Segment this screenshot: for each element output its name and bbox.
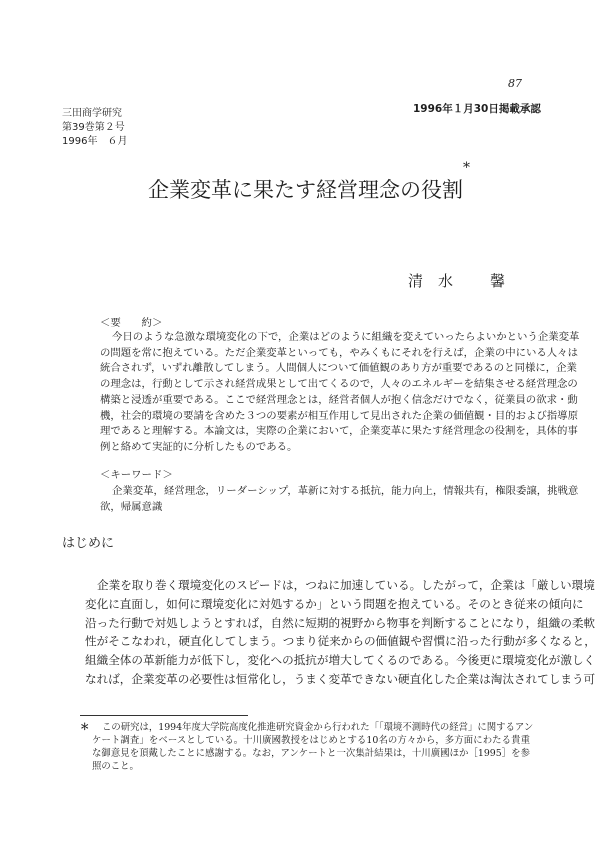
abstract-heading: ＜要 約＞ <box>100 317 163 329</box>
body-line: 企業を取り巻く環境変化のスピードは，つねに加速している。したがって，企業は「厳しい環境 <box>97 578 595 592</box>
journal-name: 三田商学研究 <box>62 108 122 119</box>
page-number: 87 <box>508 77 522 90</box>
footnote-line: ケート調査」をベースとしている。十川廣國教授をはじめとする10名の方々から，多方面にわたる貴重 <box>92 735 530 746</box>
abstract-line: 機，社会的環境の要請を含めた３つの要素が相互作用して見出された企業の価値観・目的および指導原 <box>100 410 578 422</box>
keywords-line: 欲，帰属意識 <box>100 501 163 513</box>
keywords-line: 企業変革，経営理念，リーダーシップ，革新に対する抵抗，能力向上，情報共有，権限委譲，挑戦意 <box>112 485 579 497</box>
body-line: 変化に直面し，如何に環境変化に対処するか」という問題を抱えている。そのとき従来の傾向に <box>85 597 584 611</box>
section-heading: はじめに <box>62 536 115 551</box>
footnote-rule <box>80 715 248 716</box>
abstract-line: 今日のような急激な環境変化の下で，企業はどのように組織を変えていったらよいかという企業変革 <box>112 331 580 343</box>
title-text: 企業変革に果たす経営理念の役割 <box>148 178 463 202</box>
body-line: 沿った行動で対処しようとすれば，自然に短期的視野から物事を判断することになり，組織の柔軟 <box>85 616 596 630</box>
body-line: 性がそこなわれ，硬直化してしまう。つまり従来からの価値観や習慣に沿った行動が多くなると， <box>85 634 596 648</box>
page-title <box>148 160 470 204</box>
footnote-line: この研究は，1994年度大学院高度化推進研究資金から行われた「「環境不測時代の経営」に関するアン <box>102 722 534 733</box>
footnote-mark: ＊ <box>80 722 90 733</box>
abstract-line: 統合されず，いずれ離散してしまう。人間個人について価値観のあり方が重要であるのと同様に，企業 <box>100 362 577 374</box>
keywords-heading: ＜キーワード＞ <box>100 469 173 481</box>
abstract-line: の問題を常に抱えている。ただ企業変革といっても，やみくもにそれを行えば，企業の中にいる人々は <box>100 347 578 359</box>
author-family-name: 清 水 <box>408 272 454 290</box>
body-line: なれば，企業変革の必要性は恒常化し，うまく変革できない硬直化した企業は淘汰されてしまう可 <box>85 672 596 686</box>
journal-date: 1996年 ６月 <box>62 136 128 147</box>
abstract-line: 構築と浸透が重要である。ここで経営理念とは，経営者個人が抱く信念だけでなく，従業員の欲求・動 <box>100 394 578 406</box>
journal-volume: 第39巻第２号 <box>62 122 125 133</box>
acceptance-date: 1996年１月30日掲載承認 <box>413 103 541 115</box>
footnote-line: 照のこと。 <box>92 761 139 772</box>
abstract-line: 例と絡めて実証的に分析したものである。 <box>100 441 298 453</box>
author-given-name: 馨 <box>490 272 506 290</box>
abstract-line: 理であると理解する。本論文は，実際の企業において，企業変革に果たす経営理念の役割を，具体的事 <box>100 425 578 437</box>
footnote-line: な御意見を頂戴したことに感謝する。なお，アンケートと一次集計結果は，十川廣國ほか［1995］を参 <box>92 748 530 759</box>
abstract-line: の理念は，行動として示され経営成果として出てくるので，人々のエネルギーを結集させる経営理念の <box>100 378 578 390</box>
body-line: 組織全体の革新能力が低下し，変化への抵抗が増大してくるのである。今後更に環境変化が激しく <box>85 653 596 667</box>
title-footnote-mark: * <box>463 160 470 176</box>
